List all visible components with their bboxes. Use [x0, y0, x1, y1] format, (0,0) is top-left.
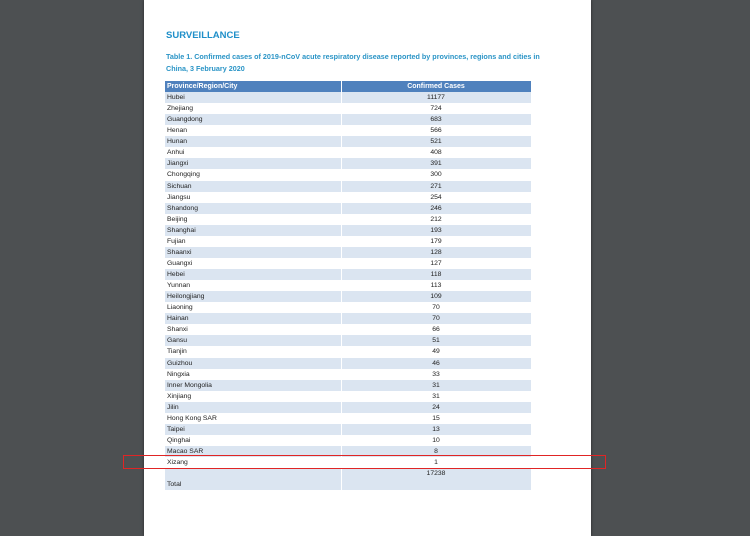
cases-cell: 212 [341, 214, 531, 225]
cases-cell: 254 [341, 192, 531, 203]
cases-cell: 46 [341, 358, 531, 369]
province-cell: Taipei [165, 424, 341, 435]
cases-cell: 33 [341, 369, 531, 380]
cases-cell: 113 [341, 280, 531, 291]
cases-cell: 683 [341, 114, 531, 125]
province-cell: Hainan [165, 313, 341, 324]
cases-cell: 15 [341, 413, 531, 424]
province-cell: Hebei [165, 269, 341, 280]
province-cell: Gansu [165, 335, 341, 346]
section-heading: SURVEILLANCE [166, 30, 240, 41]
table-row [165, 302, 531, 313]
table-row [165, 169, 531, 180]
table-row [165, 269, 531, 280]
cases-cell: 24 [341, 402, 531, 413]
province-cell: Tianjin [165, 346, 341, 357]
table-row [165, 324, 531, 335]
province-cell: Zhejiang [165, 103, 341, 114]
province-cell: Macao SAR [165, 446, 341, 457]
table-row [165, 258, 531, 269]
table-row [165, 192, 531, 203]
table-row [165, 335, 531, 346]
cases-cell: 521 [341, 136, 531, 147]
table-row [165, 369, 531, 380]
province-cell: Henan [165, 125, 341, 136]
table-row [165, 203, 531, 214]
column-header-cases: Confirmed Cases [341, 81, 531, 92]
cases-cell: 724 [341, 103, 531, 114]
province-cell: Xizang [165, 457, 341, 468]
table-row [165, 291, 531, 302]
province-cell: Jiangxi [165, 158, 341, 169]
province-cell: Anhui [165, 147, 341, 158]
table-row [165, 380, 531, 391]
table-row [165, 158, 531, 169]
province-cell: Guizhou [165, 358, 341, 369]
table-row [165, 280, 531, 291]
province-cell: Hubei [165, 92, 341, 103]
cases-cell: 271 [341, 181, 531, 192]
cases-cell: 127 [341, 258, 531, 269]
table-row [165, 125, 531, 136]
province-cell: Xinjiang [165, 391, 341, 402]
cases-cell: 193 [341, 225, 531, 236]
province-cell: Ningxia [165, 369, 341, 380]
table-row [165, 136, 531, 147]
table-body [165, 92, 531, 490]
cases-cell: 391 [341, 158, 531, 169]
cases-cell: 408 [341, 147, 531, 158]
cases-cell: 109 [341, 291, 531, 302]
table-row [165, 391, 531, 402]
province-cell: Fujian [165, 236, 341, 247]
table-row [165, 225, 531, 236]
table-row [165, 92, 531, 103]
table-row [165, 103, 531, 114]
province-cell: Hunan [165, 136, 341, 147]
total-label: Total [165, 468, 341, 490]
confirmed-cases-table [165, 81, 532, 490]
cases-cell: 66 [341, 324, 531, 335]
table-row [165, 346, 531, 357]
cases-cell: 300 [341, 169, 531, 180]
cases-cell: 70 [341, 313, 531, 324]
table-row [165, 435, 531, 446]
table-row [165, 181, 531, 192]
table-caption: Table 1. Confirmed cases of 2019-nCoV acute respiratory disease reported by provinces, regions and cities in China, 3 February 2020 [166, 52, 540, 73]
table-row [165, 114, 531, 125]
province-cell: Inner Mongolia [165, 380, 341, 391]
total-row [165, 468, 531, 490]
table-row [165, 358, 531, 369]
province-cell: Liaoning [165, 302, 341, 313]
table-row [165, 214, 531, 225]
province-cell: Shaanxi [165, 247, 341, 258]
table-row [165, 313, 531, 324]
province-cell: Qinghai [165, 435, 341, 446]
table-row [165, 236, 531, 247]
table-row [165, 247, 531, 258]
province-cell: Chongqing [165, 169, 341, 180]
province-cell: Shanghai [165, 225, 341, 236]
province-cell: Shanxi [165, 324, 341, 335]
table-row [165, 413, 531, 424]
cases-cell: 246 [341, 203, 531, 214]
province-cell: Guangdong [165, 114, 341, 125]
province-cell: Shandong [165, 203, 341, 214]
table-row [165, 424, 531, 435]
province-cell: Jiangsu [165, 192, 341, 203]
province-cell: Sichuan [165, 181, 341, 192]
table-row [165, 147, 531, 158]
cases-cell: 49 [341, 346, 531, 357]
cases-cell: 10 [341, 435, 531, 446]
cases-cell: 11177 [341, 92, 531, 103]
cases-cell: 128 [341, 247, 531, 258]
cases-cell: 118 [341, 269, 531, 280]
cases-cell: 31 [341, 380, 531, 391]
province-cell: Jilin [165, 402, 341, 413]
cases-cell: 13 [341, 424, 531, 435]
province-cell: Hong Kong SAR [165, 413, 341, 424]
column-header-province: Province/Region/City [165, 81, 341, 92]
cases-cell: 51 [341, 335, 531, 346]
cases-cell: 566 [341, 125, 531, 136]
highlight-box [123, 455, 606, 469]
province-cell: Beijing [165, 214, 341, 225]
cases-cell: 31 [341, 391, 531, 402]
cases-cell: 8 [341, 446, 531, 457]
province-cell: Guangxi [165, 258, 341, 269]
cases-cell: 1 [341, 457, 531, 468]
table-row [165, 402, 531, 413]
cases-cell: 70 [341, 302, 531, 313]
total-value: 17238 [341, 468, 531, 490]
province-cell: Yunnan [165, 280, 341, 291]
province-cell: Heilongjiang [165, 291, 341, 302]
cases-cell: 179 [341, 236, 531, 247]
table-header-row [165, 81, 531, 92]
